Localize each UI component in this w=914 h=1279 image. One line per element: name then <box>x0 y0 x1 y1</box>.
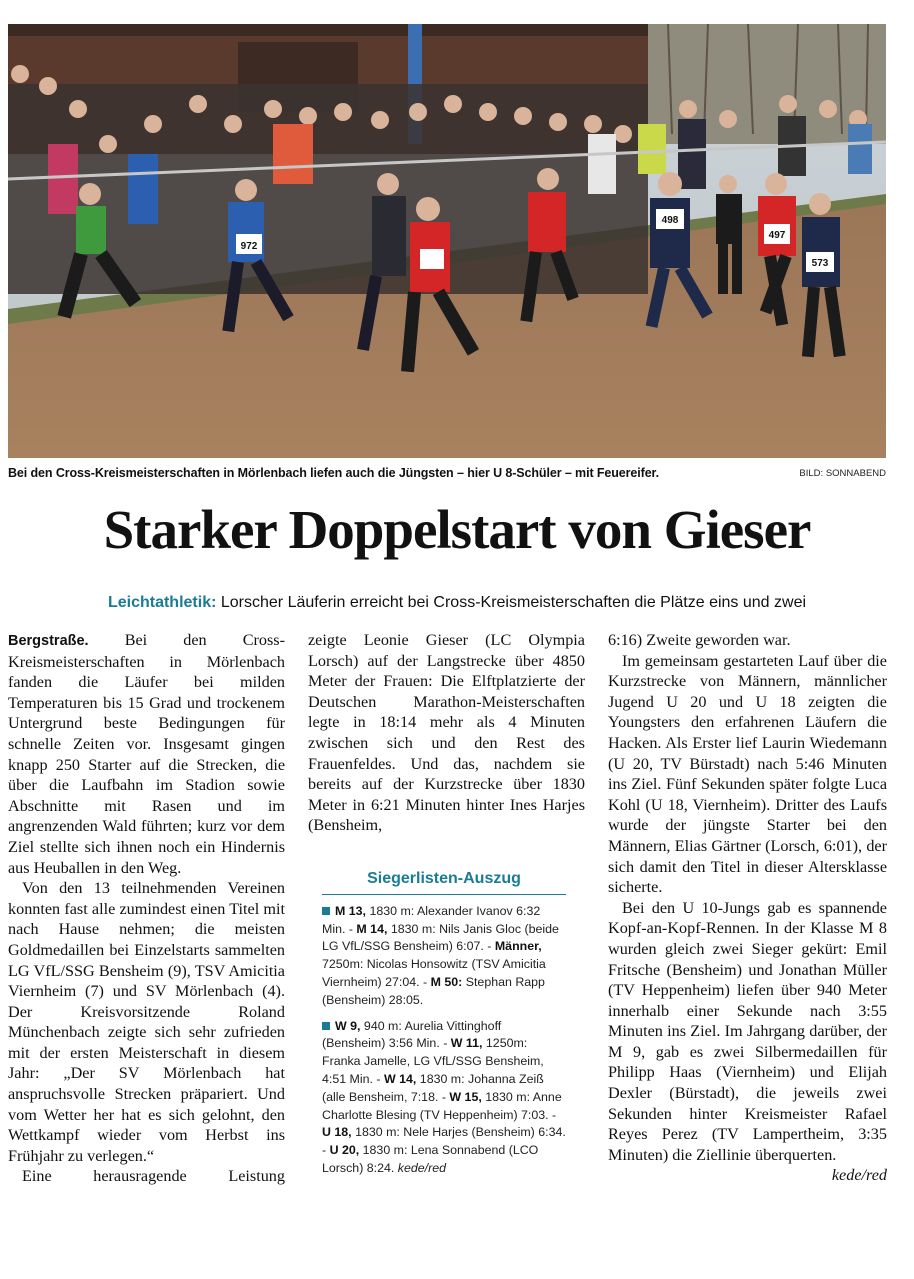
results-box-title: Siegerlisten-Auszug <box>322 870 566 895</box>
result-text: 940 m: Aurelia Vittinghoff (Bensheim) 3:56 Min. - <box>322 1018 502 1051</box>
paragraph-5 <box>608 898 887 1185</box>
photo-caption: Bei den Cross-Kreismeisterschaften in Mörlenbach liefen auch die Jüngsten – hier U 8-Schüler – mit Feuereifer. <box>8 466 660 480</box>
result-category: M 50: <box>430 974 463 989</box>
paragraph-1 <box>8 630 285 878</box>
square-bullet-icon <box>322 1022 330 1030</box>
result-text: 1830 m: Johanna Zeiß (alle Bensheim, 7:18. - <box>322 1071 544 1104</box>
dateline: Bergstraße. <box>8 633 89 649</box>
result-category: W 9, <box>335 1018 361 1033</box>
result-category: M 13, <box>335 903 366 918</box>
result-text: 1830 m: Alexander Ivanov 6:32 Min. - <box>322 903 541 936</box>
results-men <box>322 903 566 1010</box>
result-category: M 14, <box>356 921 388 936</box>
article-column-3 <box>608 630 887 1186</box>
paragraph-2: Von den 13 teilnehmenden Vereinen konnten fast alle zumindest einen Titel mit nach Hause nehmen; die meisten Goldmedaillen bei Einzelstarts sammelten LG VfL/SSG Bensheim (9), TSV Amicitia Viernheim (7) und SV Mörlenbach (4). Der Kreisvorsitzende Roland Münchenbach zeigte sich sehr zufrieden mit der ersten Meisterschaft in diesem Jahr: „Der SV Mörlenbach hat anspruchsvolle Strecken präpariert. Und vom Wetter her hat es sich gelohnt, den Wettkampf wieder vom Herbst ins Frühjahr zu verlegen.“ <box>8 879 285 1165</box>
result-category: W 14, <box>383 1071 417 1086</box>
subheadline-text: Lorscher Läuferin erreicht bei Cross-Kreismeisterschaften die Plätze eins und zwei <box>216 594 807 611</box>
results-box <box>322 870 566 1186</box>
paragraph-1-text: Bei den Cross-Kreismeisterschaften in Mörlenbach fanden die Läufer bei milden Temperaturen bis 15 Grad und trockenem Untergrund beste Bedingungen für schnelle Zeiten vor. Insgesamt gingen knapp 250 Starter auf die Strecken, die über die Laufbahn im Stadion sowie Abschnitte mit Rasen und im angrenzenden Wald führten; kurz vor dem Ziel stellte sich ihnen noch ein Hindernis aus Heuballen in den Weg. <box>8 631 285 877</box>
result-text: 1830 m: Nele Harjes (Bensheim) 6:34. - <box>322 1125 566 1158</box>
paragraph-3-end: 6:16) Zweite geworden war. <box>608 631 791 649</box>
bib-573: 573 <box>811 258 829 269</box>
article-column-2 <box>308 630 585 836</box>
result-category: U 20, <box>329 1143 360 1158</box>
bib-498: 498 <box>661 215 679 226</box>
paragraph-3-start: Eine herausragende Leistung <box>22 1167 285 1186</box>
subheadline <box>0 594 914 612</box>
results-women <box>322 1018 566 1178</box>
bib-972: 972 <box>240 241 258 252</box>
results-signature: kede/red <box>397 1160 446 1175</box>
subheadline-kicker: Leichtathletik: <box>107 594 217 611</box>
photo-caption-row <box>8 466 886 486</box>
article-column-1 <box>8 630 285 1187</box>
article-photo <box>8 24 886 458</box>
headline: Starker Doppelstart von Gieser <box>103 499 811 560</box>
article-signature: kede/red <box>831 1166 887 1185</box>
result-category: Männer, <box>494 939 542 954</box>
result-text: 1830 m: Anne Charlotte Blesing (TV Heppenheim) 7:03. - <box>322 1089 562 1122</box>
result-category: U 18, <box>322 1125 352 1140</box>
cross-country-race-photo <box>8 24 886 458</box>
result-category: W 11, <box>450 1036 483 1051</box>
square-bullet-icon <box>322 907 330 915</box>
result-category: W 15, <box>449 1089 482 1104</box>
result-text: 1830 m: Nils Janis Gloc (beide LG VfL/SSG Bensheim) 6:07. - <box>322 921 559 954</box>
photo-credit: BILD: SONNABEND <box>799 468 886 479</box>
bib-497: 497 <box>768 230 786 241</box>
result-text: 7250m: Nicolas Honsowitz (TSV Amicitia Viernheim) 27:04. - <box>322 957 546 989</box>
paragraph-4: Im gemeinsam gestarteten Lauf über die Kurzstrecke von Männern, männlicher Jugend U 20 und U 18 zeigten die Youngsters den erfahrenen Läufern die Hacken. Als Erster lief Laurin Wiedemann (U 20, TV Bürstadt) nach 5:46 Minuten ins Ziel. Fünf Sekunden später folgte Luca Kohl (U 18, Viernheim). Dritter des Laufs wurde der jüngste Starter bei den Männern, Elias Gärtner (Lorsch, 6:01), der sich damit den Titel in dieser Altersklasse sicherte. <box>608 651 887 897</box>
paragraph-3-continued: zeigte Leonie Gieser (LC Olympia Lorsch) auf der Langstrecke über 4850 Meter der Frauen: Die Elftplatzierte der Deutschen Marathon-Meisterschaften legte in 18:14 mehr als 4 Minuten zwischen sich und den Rest des Frauenfeldes. Und das, nachdem sie bereits auf der Kurzstrecke über 1830 Meter in 6:21 Minuten hinter Ines Harjes (Bensheim, <box>308 631 585 835</box>
result-text: 1830 m: Lena Sonnabend (LCO Lorsch) 8:24. <box>322 1143 539 1175</box>
result-text: 1250m: Franka Jamelle, LG VfL/SSG Bensheim, 4:51 Min. - <box>322 1036 544 1086</box>
paragraph-5-text: Bei den U 10-Jungs gab es spannende Kopf-an-Kopf-Rennen. In der Klasse M 8 wurden gleich zwei Sieger gekürt: Emil Fritsche (Bensheim) und Jonathan Müller (TV Heppenheim) liefen über 940 Meter innerhalb einer Sekunde nach 3:55 Minuten ins Ziel. Im Jahrgang darüber, der M 9, gab es zwei Silbermedaillen für Philipp Haas (Viernheim) und Elijah Dexler (Bürstadt), die jeweils zwei Sekunden hinter Kreismeister Rafael Reyes Perez (TV Lampertheim, 3:35 Minuten) die Ziellinie überquerten. <box>608 898 887 1164</box>
result-text: Stephan Rapp (Bensheim) 28:05. <box>322 974 545 1007</box>
